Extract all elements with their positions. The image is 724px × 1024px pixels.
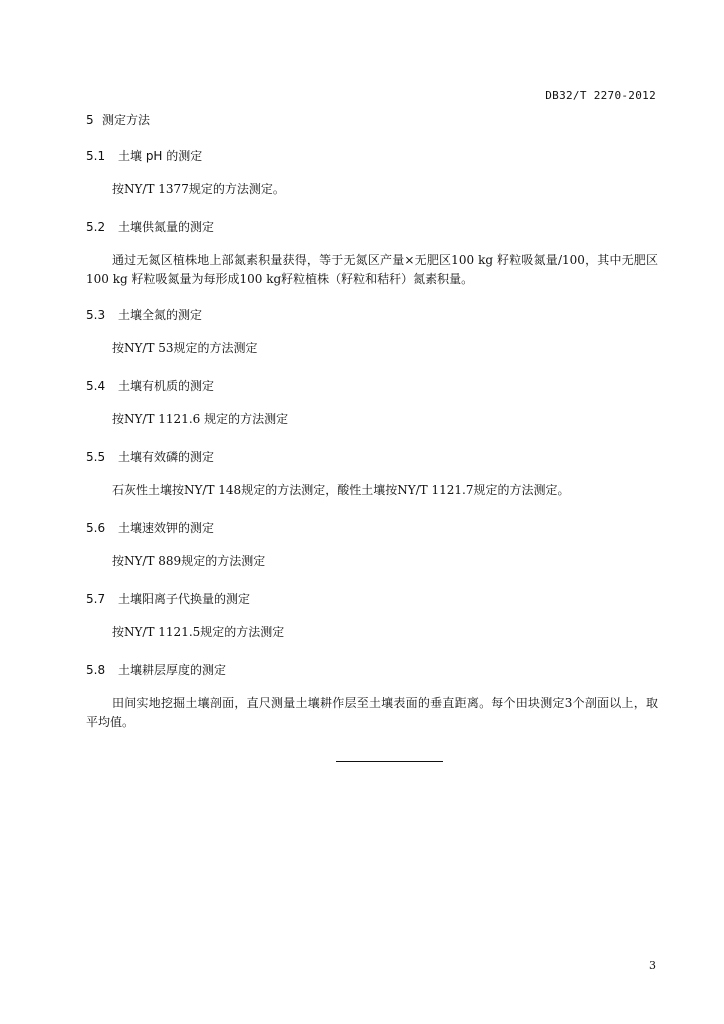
section-heading (86, 111, 150, 128)
subsection-number: 5.3 (86, 308, 106, 322)
subsection-title: 土壤速效钾的测定 (118, 521, 215, 535)
subsection-heading-5-7 (86, 590, 250, 607)
body-text: 通过无氮区植株地上部氮素积量获得，等于无氮区产量×无肥区100 kg 籽粒吸氮量/100，其中无肥区100 kg 籽粒吸氮量为每形成100 kg籽粒植株（籽粒和秸秆）氮素积量。 (86, 253, 658, 286)
subsection-body-5-2 (86, 251, 658, 289)
subsection-heading-5-2 (86, 218, 214, 235)
subsection-body-5-3 (86, 339, 658, 358)
subsection-number: 5.4 (86, 379, 106, 393)
section-number: 5 (86, 113, 94, 127)
subsection-number: 5.8 (86, 663, 106, 677)
subsection-number: 5.7 (86, 592, 106, 606)
subsection-heading-5-4 (86, 377, 214, 394)
subsection-body-5-1 (86, 180, 658, 199)
subsection-heading-5-8 (86, 661, 226, 678)
subsection-title: 土壤 pH 的测定 (118, 149, 203, 163)
body-text: 按NY/T 1377规定的方法测定。 (112, 182, 285, 196)
subsection-number: 5.2 (86, 220, 106, 234)
standard-code: DB32/T 2270-2012 (545, 89, 656, 102)
body-text: 按NY/T 1121.5规定的方法测定 (112, 625, 285, 639)
page-number: 3 (649, 959, 656, 972)
subsection-heading-5-6 (86, 519, 214, 536)
subsection-number: 5.5 (86, 450, 106, 464)
body-text: 按NY/T 1121.6 规定的方法测定 (112, 412, 289, 426)
subsection-heading-5-5 (86, 448, 214, 465)
subsection-body-5-5 (86, 481, 658, 500)
subsection-title: 土壤有机质的测定 (118, 379, 215, 393)
body-text: 田间实地挖掘土壤剖面，直尺测量土壤耕作层至土壤表面的垂直距离。每个田块测定3个剖面以上，取平均值。 (86, 696, 658, 729)
subsection-number: 5.1 (86, 149, 106, 163)
subsection-number: 5.6 (86, 521, 106, 535)
subsection-heading-5-1 (86, 147, 202, 164)
subsection-body-5-7 (86, 623, 658, 642)
subsection-title: 土壤有效磷的测定 (118, 450, 215, 464)
subsection-title: 土壤供氮量的测定 (118, 220, 215, 234)
body-text: 石灰性土壤按NY/T 148规定的方法测定，酸性土壤按NY/T 1121.7规定的方法测定。 (112, 483, 570, 497)
subsection-title: 土壤全氮的测定 (118, 308, 203, 322)
subsection-body-5-6 (86, 552, 658, 571)
subsection-title: 土壤阳离子代换量的测定 (118, 592, 251, 606)
section-title: 测定方法 (102, 113, 151, 127)
end-rule (336, 761, 443, 762)
subsection-body-5-4 (86, 410, 658, 429)
subsection-body-5-8 (86, 694, 658, 732)
subsection-title: 土壤耕层厚度的测定 (118, 663, 227, 677)
body-text: 按NY/T 53规定的方法测定 (112, 341, 258, 355)
body-text: 按NY/T 889规定的方法测定 (112, 554, 266, 568)
subsection-heading-5-3 (86, 306, 202, 323)
